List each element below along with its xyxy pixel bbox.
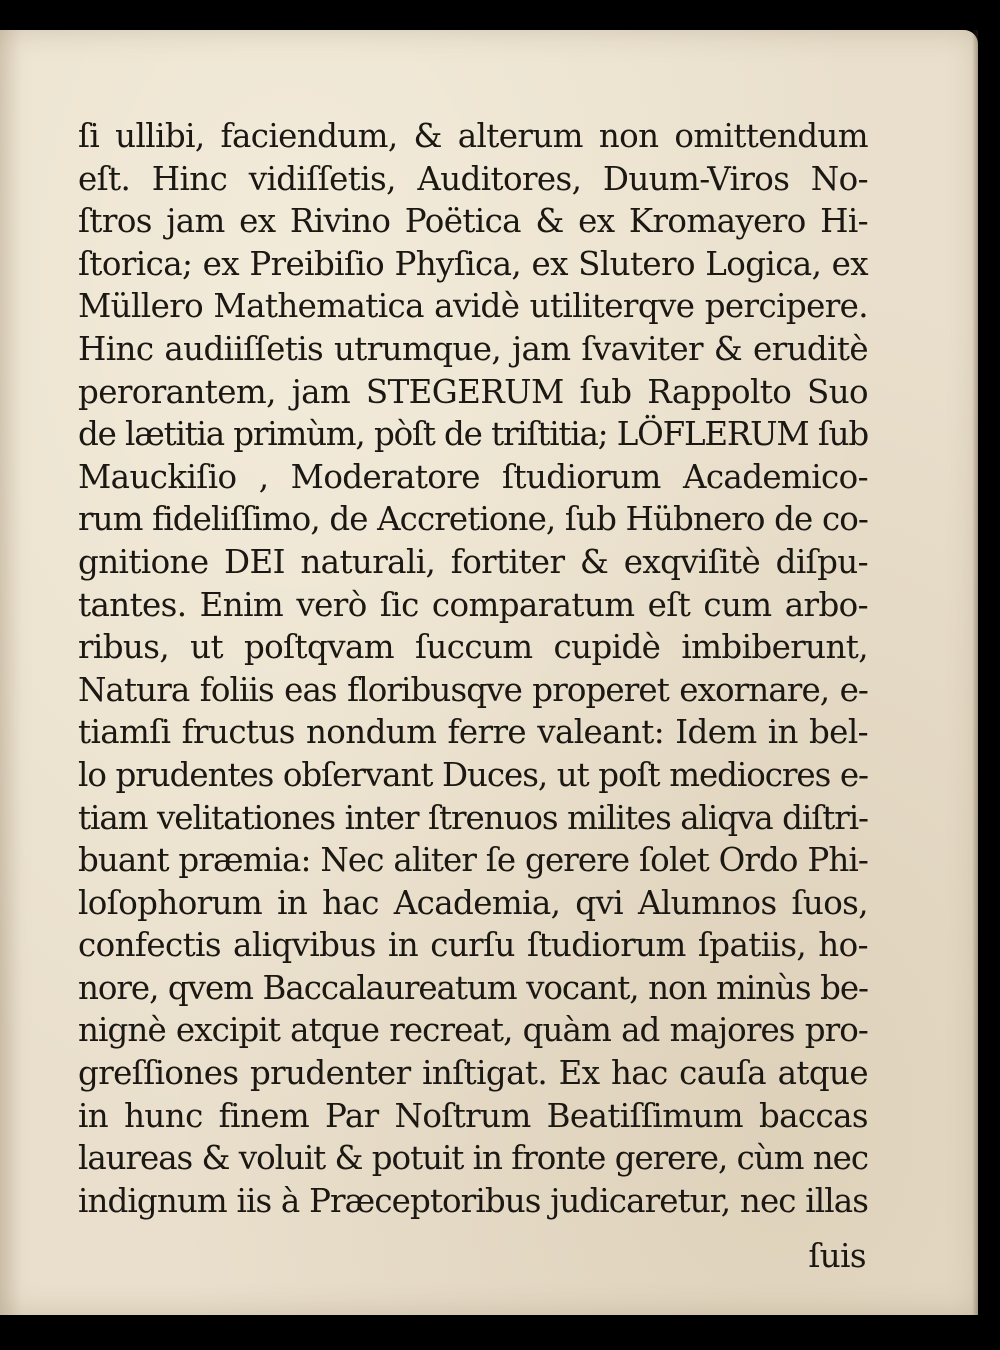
text-line: loſophorum in hac Academia, qvi Alumnos ſuos, [78, 883, 868, 922]
text-line: Mauckiſio , Moderatore ſtudiorum Academico- [78, 457, 868, 496]
text-line: lo prudentes obſervant Duces, ut poſt mediocres e- [78, 755, 868, 794]
page-edge-shadow [972, 30, 978, 1315]
text-line: in hunc finem Par Noſtrum Beatiſſimum baccas [78, 1096, 868, 1135]
text-line: Hinc audiiſſetis utrumque, jam ſvaviter & eruditè [78, 329, 868, 368]
text-line: confectis aliqvibus in curſu ſtudiorum ſpatiis, ho- [78, 926, 868, 965]
text-line: Natura foliis eas floribusqve properet exornare, e- [78, 670, 868, 709]
text-line: greſſiones prudenter inſtigat. Ex hac cauſa atque [78, 1054, 868, 1093]
text-line: tiamſi fructus nondum ferre valeant: Idem in bel- [78, 713, 868, 752]
text-line: rum fideliſſimo, de Accretione, ſub Hübnero de co- [78, 500, 868, 539]
text-line: de lætitia primùm, pòſt de triſtitia; LÖFLERUM ſub [78, 415, 868, 454]
text-line: ribus, ut poſtqvam ſuccum cupidè imbiberunt, [78, 628, 868, 667]
text-line: indignum iis à Præceptoribus judicaretur, nec illas [78, 1181, 868, 1220]
text-line: eſt. Hinc vidiſſetis, Auditores, Duum-Viros No- [78, 159, 868, 198]
text-line: tantes. Enim verò ſic comparatum eſt cum arbo- [78, 585, 868, 624]
text-line: ſi ullibi, faciendum, & alterum non omittendum [78, 117, 868, 155]
body-text [78, 115, 868, 1222]
text-line: nore, qvem Baccalaureatum vocant, non minùs be- [78, 968, 868, 1007]
text-line: buant præmia: Nec aliter ſe gerere ſolet Ordo Phi- [78, 841, 868, 880]
text-line: perorantem, jam STEGERUM ſub Rappolto Suo [78, 372, 868, 411]
text-line: gnitione DEI naturali, fortiter & exqviſitè diſpu- [78, 542, 868, 581]
text-line: nignè excipit atque recreat, quàm ad majores pro- [78, 1011, 868, 1050]
text-line: laureas & voluit & potuit in fronte gerere, cùm nec [78, 1139, 868, 1178]
catchword: ſuis [808, 1237, 866, 1275]
text-line: Müllero Mathematica avidè utiliterqve percipere. [78, 287, 868, 326]
text-line: tiam velitationes inter ſtrenuos milites aliqva diſtri- [78, 798, 868, 837]
text-line: ſtros jam ex Rivino Poëtica & ex Kromayero Hi- [78, 202, 868, 241]
book-page [0, 30, 978, 1315]
text-line: ſtorica; ex Preibiſio Phyſica, ex Slutero Logica, ex [78, 244, 868, 283]
